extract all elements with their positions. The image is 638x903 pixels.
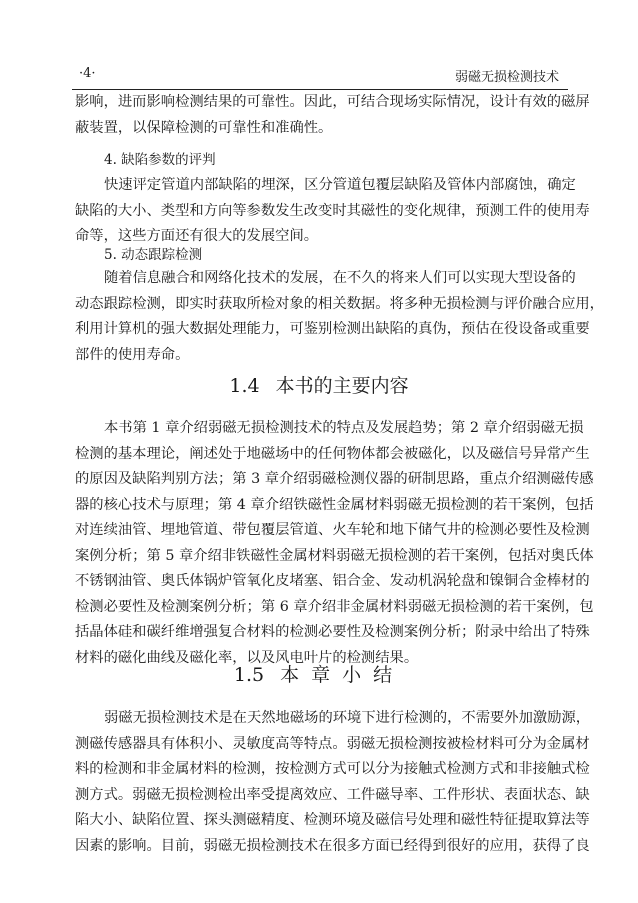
section-number: 1.4 [229, 375, 260, 397]
text-line: 缺陷的大小、类型和方向等参数发生改变时其磁性的变化规律，预测工件的使用寿 [75, 202, 590, 219]
text-line: 部件的使用寿命。 [75, 346, 190, 363]
section-number: 1.5 [233, 664, 265, 686]
text-line: 案例分析；第 5 章介绍非铁磁性金属材料弱磁无损检测的若干案例，包括对奥氏体 [75, 547, 594, 564]
text-line: 蔽装置，以保障检测的可靠性和准确性。 [75, 119, 333, 136]
section-heading-1-5 [0, 660, 638, 687]
paragraph-5 [75, 266, 604, 368]
text-line: 括晶体硅和碳纤维增强复合材料的检测必要性及检测案例分析；附录中给出了特殊 [75, 624, 590, 640]
text-line: 弱磁无损检测技术是在天然地磁场的环境下进行检测的，不需要外加激励源， [104, 710, 591, 726]
text-line: 因素的影响。目前，弱磁无损检测技术在很多方面已经得到很好的应用，获得了良 [75, 837, 590, 854]
subheading-5: 5. 动态跟踪检测 [104, 247, 203, 263]
paragraph-1-5 [75, 706, 591, 859]
section-heading-1-4 [0, 371, 638, 398]
text-line: 器的核心技术与原理；第 4 章介绍铁磁性金属材料弱磁无损检测的若干案例，包括 [75, 496, 594, 513]
text-line: 不锈钢油管、奥氏体锅炉管氧化皮堵塞、铝合金、发动机涡轮盘和镍铜合金棒材的 [75, 573, 590, 589]
paragraph-intro [75, 90, 590, 141]
text-line: 动态跟踪检测，即实时获取所检对象的相关数据。将多种无损检测与评价融合应用， [75, 295, 604, 312]
paragraph-1-4 [75, 416, 594, 671]
subheading-4: 4. 缺陷参数的评判 [104, 152, 216, 168]
text-line: 的原因及缺陷判别方法；第 3 章介绍弱磁检测仪器的研制思路，重点介绍测磁传感 [75, 471, 594, 487]
text-line: 随着信息融合和网络化技术的发展，在不久的将来人们可以实现大型设备的 [104, 270, 576, 286]
text-line: 对连续油管、埋地管道、带包覆层管道、火车轮和地下储气井的检测必要性及检测 [75, 522, 590, 538]
text-line: 料的检测和非金属材料的检测，按检测方式可以分为接触式检测方式和非接触式检 [75, 761, 590, 777]
running-header [75, 66, 567, 88]
page-number: ·4· [79, 66, 96, 81]
text-line: 检测的基本理论，阐述处于地磁场中的任何物体都会被磁化，以及磁信号异常产生 [75, 445, 590, 462]
section-title: 本章小结 [280, 664, 405, 686]
paragraph-4 [75, 173, 590, 250]
text-line: 测磁传感器具有体积小、灵敏度高等特点。弱磁无损检测按被检材料可分为金属材 [75, 735, 590, 752]
text-line: 材料的磁化曲线及磁化率，以及风电叶片的检测结果。 [75, 649, 419, 666]
text-line: 命等，这些方面还有很大的发展空间。 [75, 228, 319, 244]
text-line: 测方式。弱磁无损检测检出率受提离效应、工件磁导率、工件形状、表面状态、缺 [75, 786, 590, 803]
text-line: 快速评定管道内部缺陷的埋深，区分管道包覆层缺陷及管体内部腐蚀，确定 [104, 177, 576, 193]
text-line: 影响，进而影响检测结果的可靠性。因此，可结合现场实际情况，设计有效的磁屏 [75, 94, 590, 110]
section-title: 本书的主要内容 [275, 375, 409, 397]
book-title: 弱磁无损检测技术 [454, 70, 559, 85]
text-line: 检测必要性及检测案例分析；第 6 章介绍非金属材料弱磁无损检测的若干案例，包 [75, 598, 594, 615]
text-line: 陷大小、缺陷位置、探头测磁精度、检测环境及磁信号处理和磁性特征提取算法等 [75, 812, 590, 828]
text-line: 利用计算机的强大数据处理能力，可鉴别检测出缺陷的真伪，预估在役设备或重要 [75, 321, 590, 337]
text-line: 本书第 1 章介绍弱磁无损检测技术的特点及发展趋势；第 2 章介绍弱磁无损 [104, 420, 584, 436]
